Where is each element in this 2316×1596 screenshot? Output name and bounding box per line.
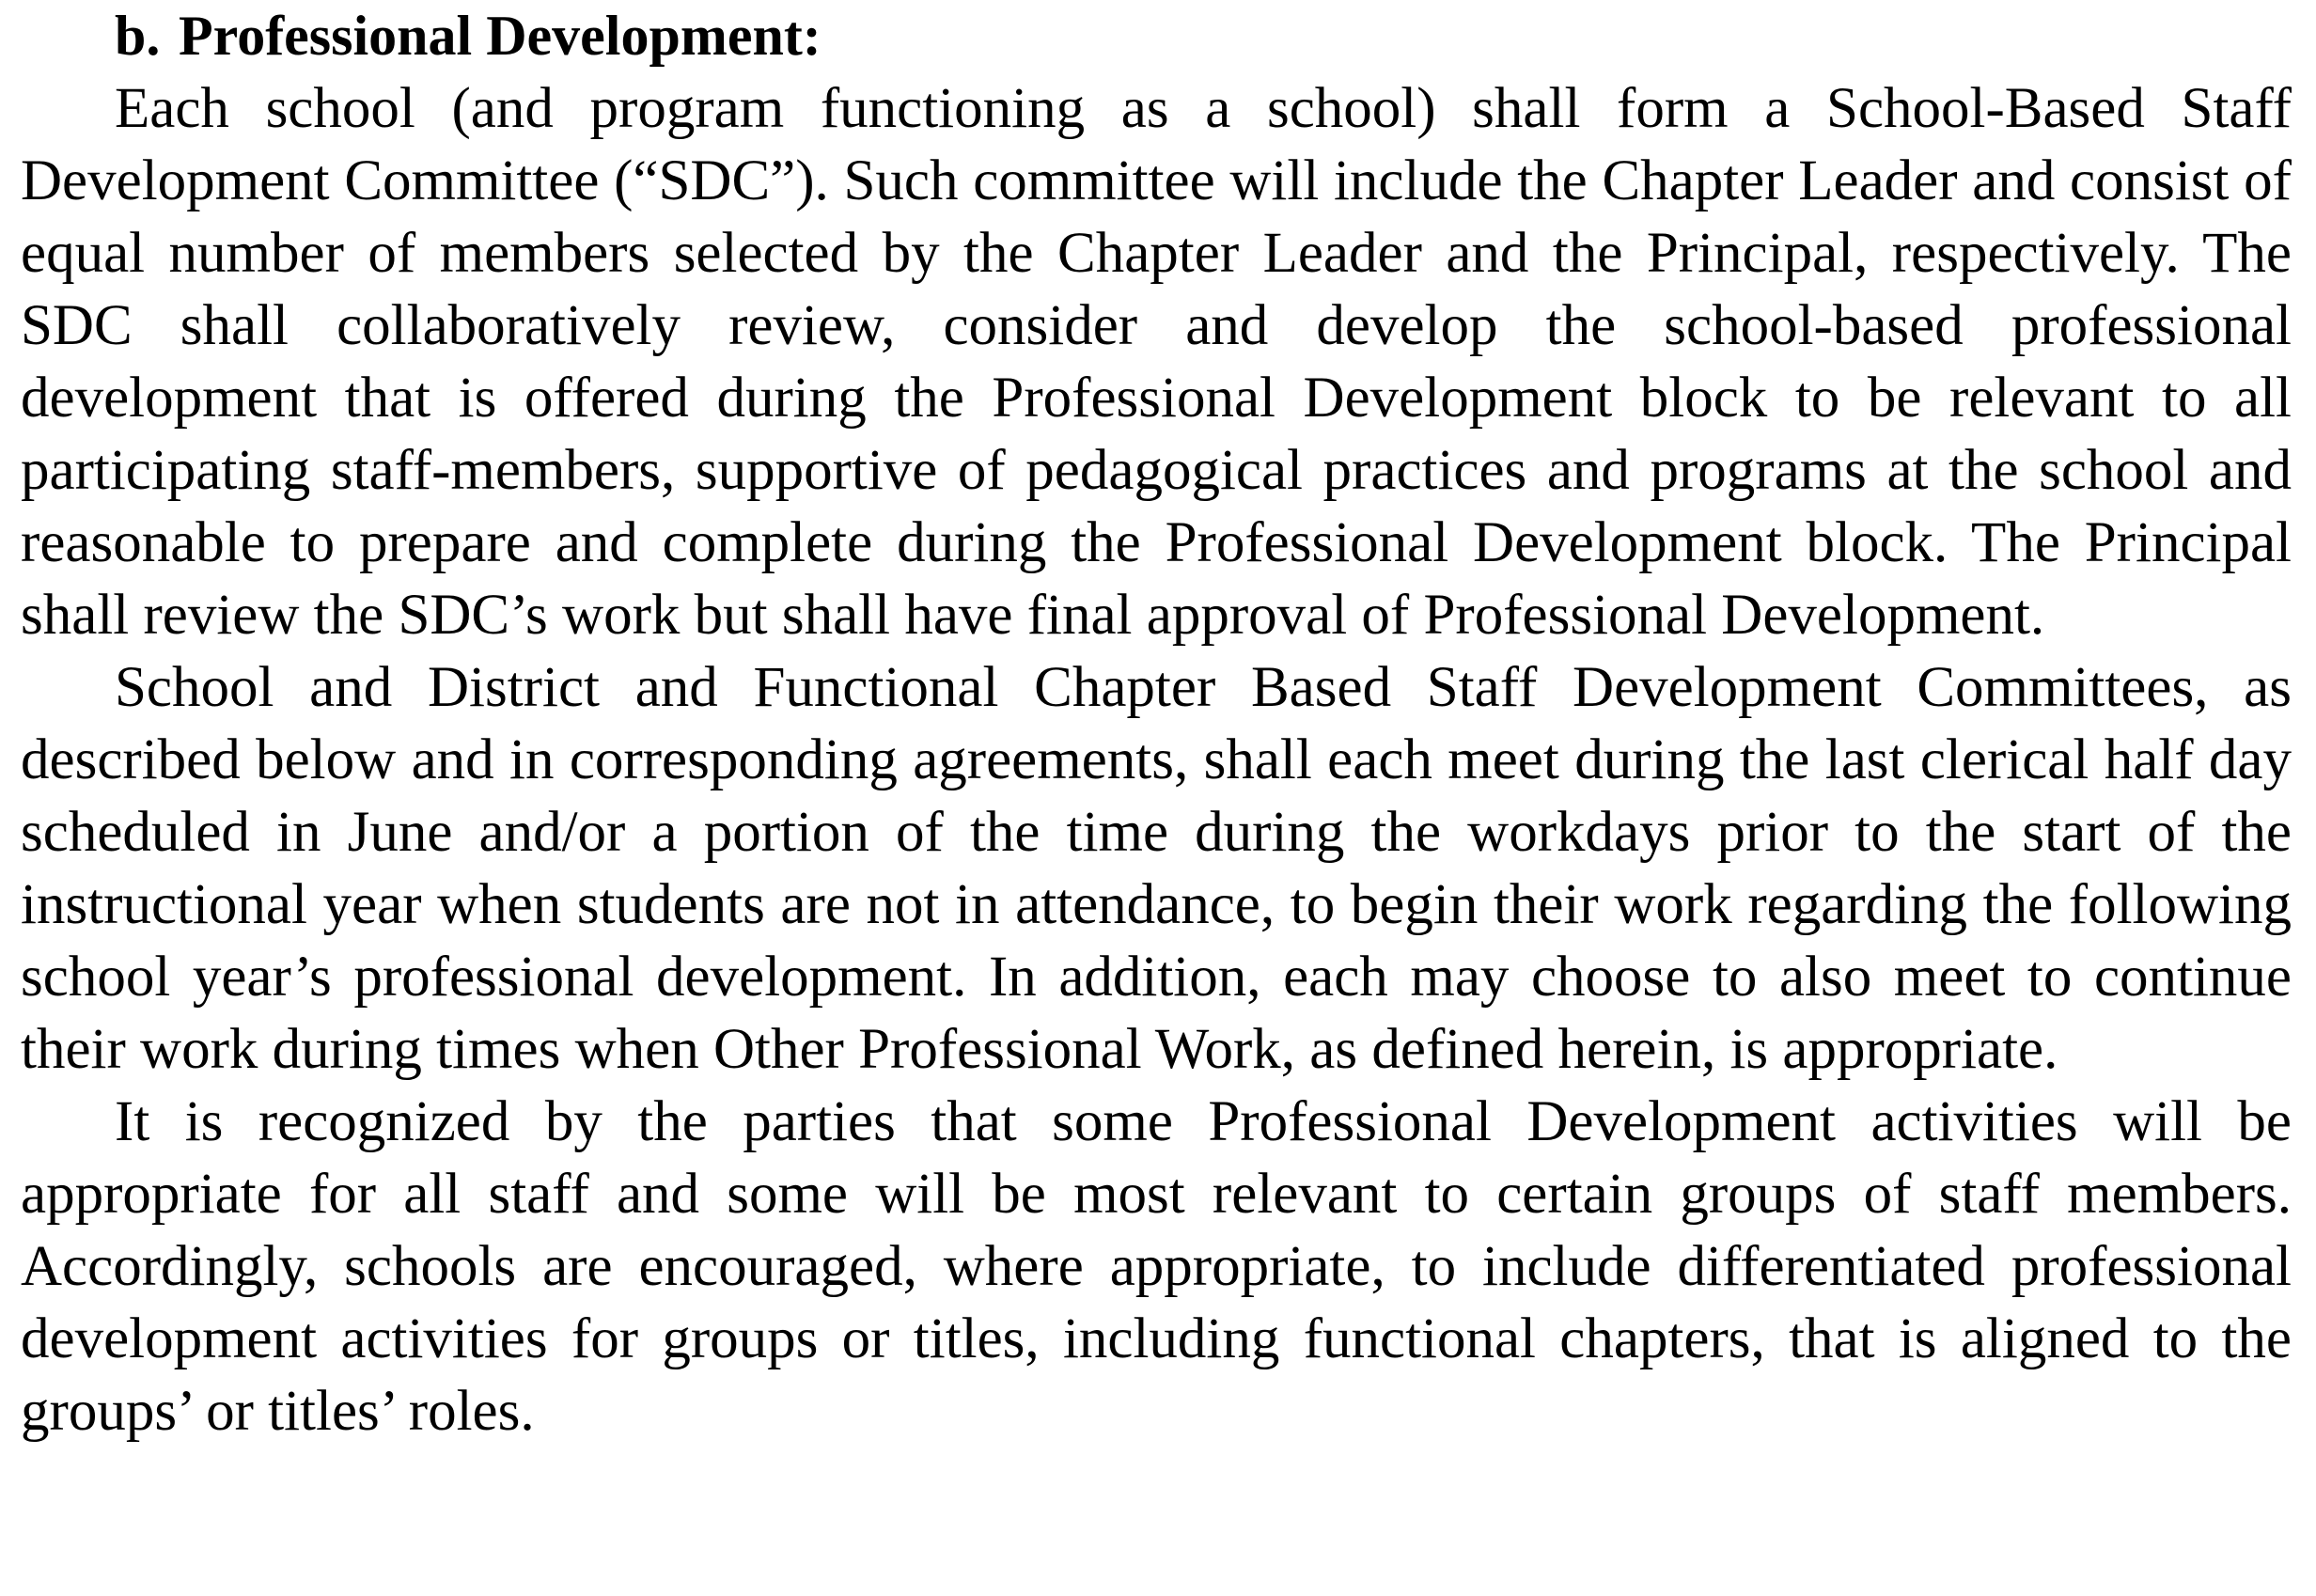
section-heading (21, 0, 2292, 72)
section-title: Professional Development: (179, 5, 822, 67)
document-body (21, 0, 2292, 1447)
paragraph-sdc-formation: Each school (and program functioning as a school) shall form a School-Based Staff Development Committee (“SDC”). Such committee will include the Chapter Leader and consist of equal number of members selected by the Chapter Leader and the Principal, respectively. The SDC shall collaboratively review, consider and develop the school-based professional development that is offered during the Professional Development block to be relevant to all participating staff-members, supportive of pedagogical practices and programs at the school and reasonable to prepare and complete during the Professional Development block. The Principal shall review the SDC’s work but shall have final approval of Professional Development. (21, 77, 2292, 647)
paragraph-committee-meetings: School and District and Functional Chapter Based Staff Development Committees, as described below and in corresponding agreements, shall each meet during the last clerical half day scheduled in June and/or a portion of the time during the workdays prior to the start of the instructional year when students are not in attendance, to begin their work regarding the following school year’s professional development. In addition, each may choose to also meet to continue their work during times when Other Professional Work, as defined herein, is appropriate. (21, 656, 2292, 1081)
paragraph-differentiated-pd: It is recognized by the parties that some Professional Development activities will be appropriate for all staff and some will be most relevant to certain groups of staff members. Accordingly, schools are encouraged, where appropriate, to include differentiated professional development activities for groups or titles, including functional chapters, that is aligned to the groups’ or titles’ roles. (21, 1090, 2292, 1443)
section-label: b. (115, 5, 161, 67)
